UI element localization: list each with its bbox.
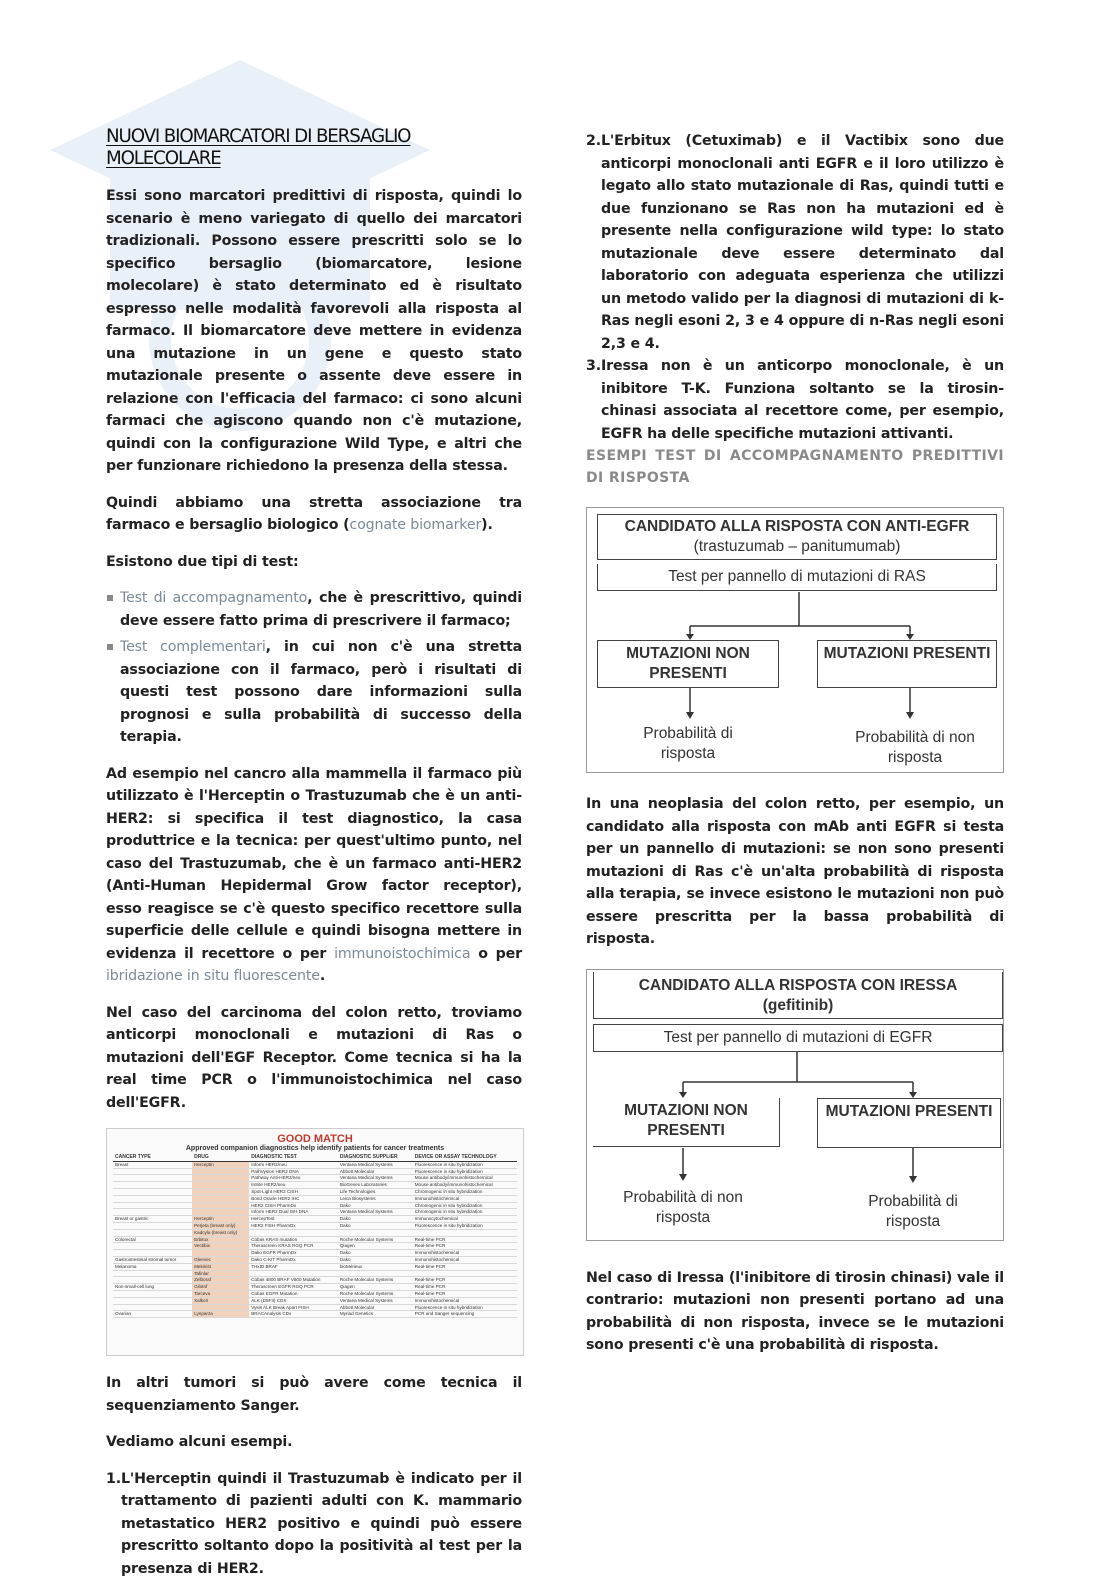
table-cell: Herceptin: [192, 1216, 249, 1223]
table-cell: Lynparza: [192, 1311, 249, 1318]
table-row: [113, 1311, 517, 1318]
table-cell: HercepTest: [249, 1216, 338, 1223]
table-cell: Breast: [113, 1161, 192, 1168]
flow-left-box: MUTAZIONI NON PRESENTI: [593, 1098, 780, 1147]
list-item: 2. L'Erbitux (Cetuximab) e il Vactibix sono due anticorpi monoclonali anti EGFR e il loro utilizzo è legato allo stato mutazionale di Ras, quindi tutti e due funzionano se Ras non ha mutazioni ed è presente nella configurazione wild type: lo stato mutazionale deve essere determinato dal laboratorio con adeguata esperienza che utilizzi un metodo valido per la diagnosi di mutazioni di k-Ras negli esoni 2, 3 e 4 oppure di n-Ras negli esoni 2,3 e 4.: [586, 130, 1004, 355]
table-cell: [249, 1270, 338, 1277]
table-cell: [192, 1209, 249, 1216]
table-row: [113, 1229, 517, 1236]
table-cell: Immunohistochemical: [413, 1250, 517, 1257]
flow-left-result: Probabilità di risposta: [623, 724, 753, 764]
table-cell: Chromogenic in situ hybridization: [413, 1188, 517, 1195]
test-types-list: [106, 587, 522, 749]
table-cell: Myriad Genetics: [338, 1311, 413, 1318]
table-cell: Mouse antibody/immunohistochemical: [413, 1175, 517, 1182]
table-cell: [113, 1168, 192, 1175]
table-row: [113, 1263, 517, 1270]
table-header: DIAGNOSTIC TEST: [249, 1155, 338, 1161]
cognate-biomarker-term: cognate biomarker: [349, 517, 481, 533]
table-cell: Chromogenic in situ hybridization: [413, 1202, 517, 1209]
table-cell: Ventana Medical Systems: [338, 1161, 413, 1168]
table-row: [113, 1202, 517, 1209]
table-cell: [192, 1182, 249, 1189]
table-cell: [192, 1304, 249, 1311]
table-cell: Real-time PCR: [413, 1290, 517, 1297]
immunohistochemistry-term: immunoistochimica: [334, 946, 470, 962]
flow-header-box: CANDIDATO ALLA RISPOSTA CON ANTI-EGFR (trastuzumab – panitumumab): [597, 514, 997, 560]
table-row: [113, 1216, 517, 1223]
list-item: Test di accompagnamento, che è prescrittivo, quindi deve essere fatto prima di prescrivere il farmaco;: [120, 587, 522, 632]
table-row: [113, 1243, 517, 1250]
table-cell: [113, 1277, 192, 1284]
table-row: [113, 1168, 517, 1175]
table-row: [113, 1256, 517, 1263]
table-cell: Fluorescence in situ hybridization: [413, 1161, 517, 1168]
table-cell: [338, 1229, 413, 1236]
table-cell: bioMérieux: [338, 1263, 413, 1270]
flow-right-result: Probabilità di non risposta: [835, 728, 995, 768]
table-cell: Abbott Molecular: [338, 1304, 413, 1311]
table-cell: [192, 1202, 249, 1209]
table-cell: Roche Molecular Systems: [338, 1290, 413, 1297]
flow-left-result: Probabilità di non risposta: [603, 1188, 763, 1228]
table-cell: Therascreen EGFR RGQ PCR: [249, 1284, 338, 1291]
table-cell: Immunohistochemical: [413, 1256, 517, 1263]
table-cell: [338, 1270, 413, 1277]
table-cell: Life Technologies: [338, 1188, 413, 1195]
table-cell: [113, 1222, 192, 1229]
table-cell: Real-time PCR: [413, 1243, 517, 1250]
table-cell: Ventana Medical Systems: [338, 1209, 413, 1216]
anti-egfr-flowchart: [586, 507, 1004, 773]
list-item: 1. L'Herceptin quindi il Trastuzumab è indicato per il trattamento di pazienti adulti con K. mammario metastatico HER2 positivo e quindi può essere prescritto soltanto dopo la positività al test per la presenza di HER2.: [106, 1468, 522, 1580]
table-cell: Abbott Molecular: [338, 1168, 413, 1175]
table-row: [113, 1182, 517, 1189]
table-cell: Immunohistochemical: [413, 1195, 517, 1202]
table-cell: Gilotrif: [192, 1284, 249, 1291]
table-cell: [113, 1195, 192, 1202]
table-row: [113, 1290, 517, 1297]
table-header: CANCER TYPE: [113, 1155, 192, 1161]
list-item: Test complementari, in cui non c'è una stretta associazione con il farmaco, però i risultati di questi test possono dare informazioni sulla prognosi e sulla probabilità di successo della terapia.: [120, 636, 522, 749]
table-cell: Tarceva: [192, 1290, 249, 1297]
table-cell: Zelboraf: [192, 1277, 249, 1284]
table-cell: Fluorescence in situ hybridization: [413, 1304, 517, 1311]
table-cell: Spot-Light HER2 CISH: [249, 1188, 338, 1195]
table-cell: HER2 CISH PharmDx: [249, 1202, 338, 1209]
table-row: [113, 1209, 517, 1216]
table-cell: BioGenex Laboratories: [338, 1182, 413, 1189]
table-row: [113, 1175, 517, 1182]
table-cell: Real-time PCR: [413, 1263, 517, 1270]
table-cell: Roche Molecular Systems: [338, 1236, 413, 1243]
table-cell: Vysis ALK Break Apart FISH: [249, 1304, 338, 1311]
table-cell: Herceptin: [192, 1161, 249, 1168]
good-match-subtitle: Approved companion diagnostics help identify patients for cancer treatments: [107, 1145, 523, 1152]
table-cell: Xalkori: [192, 1297, 249, 1304]
table-cell: Immunohistochemical: [413, 1297, 517, 1304]
table-cell: [113, 1182, 192, 1189]
table-cell: Breast or gastric: [113, 1216, 192, 1223]
table-cell: [113, 1290, 192, 1297]
table-cell: Therascreen KRAS RGQ PCR: [249, 1243, 338, 1250]
good-match-title: GOOD MATCH: [107, 1133, 523, 1145]
table-cell: Bond Oracle HER2 IHC: [249, 1195, 338, 1202]
table-cell: Dako EGFR PharmDx: [249, 1250, 338, 1257]
table-cell: Melanoma: [113, 1263, 192, 1270]
table-cell: Tafinlar: [192, 1270, 249, 1277]
table-cell: Qiagen: [338, 1243, 413, 1250]
table-cell: Real-time PCR: [413, 1284, 517, 1291]
table-cell: [192, 1168, 249, 1175]
table-cell: [249, 1229, 338, 1236]
colon-example-paragraph: In una neoplasia del colon retto, per esempio, un candidato alla risposta con mAb anti EGFR si testa per un pannello di mutazioni: se non sono presenti mutazioni di Ras c'è un'alta probabilità di risposta alla terapia, se invece esistono le mutazioni non può essere prescritta per la bassa probabilità di risposta.: [586, 793, 1004, 951]
examples-list-continued: [586, 130, 1004, 445]
table-cell: [113, 1209, 192, 1216]
cognate-paragraph: Quindi abbiamo una stretta associazione tra farmaco e bersaglio biologico (cognate biomarker).: [106, 492, 522, 537]
table-cell: Inform HER2/neu: [249, 1161, 338, 1168]
table-row: [113, 1250, 517, 1257]
flow-left-box: MUTAZIONI NON PRESENTI: [597, 640, 779, 688]
table-cell: [192, 1195, 249, 1202]
table-cell: [413, 1270, 517, 1277]
table-cell: [192, 1175, 249, 1182]
table-cell: [113, 1229, 192, 1236]
examples-intro: Vediamo alcuni esempi.: [106, 1431, 522, 1454]
table-header: DEVICE OR ASSAY TECHNOLOGY: [413, 1155, 517, 1161]
flow-right-box: MUTAZIONI PRESENTI: [817, 640, 997, 688]
table-cell: Ovarian: [113, 1311, 192, 1318]
table-cell: Ventana Medical Systems: [338, 1175, 413, 1182]
table-row: [113, 1297, 517, 1304]
table-cell: Chromogenic in situ hybridization: [413, 1209, 517, 1216]
flow-test-box: Test per pannello di mutazioni di RAS: [597, 564, 997, 591]
table-row: [113, 1188, 517, 1195]
table-cell: Dako C-KIT PharmDx: [249, 1256, 338, 1263]
table-cell: [113, 1243, 192, 1250]
table-cell: Kadcyla (breast only): [192, 1229, 249, 1236]
table-header: DIAGNOSTIC SUPPLIER: [338, 1155, 413, 1161]
table-cell: Dako: [338, 1250, 413, 1257]
table-cell: PCR and Sanger sequencing: [413, 1311, 517, 1318]
table-cell: Roche Molecular Systems: [338, 1277, 413, 1284]
table-cell: [113, 1270, 192, 1277]
table-row: [113, 1195, 517, 1202]
table-cell: Pathway Anti-HER2/neu: [249, 1175, 338, 1182]
table-cell: Cobas KRAS mutation: [249, 1236, 338, 1243]
table-cell: [192, 1250, 249, 1257]
table-cell: Real-time PCR: [413, 1277, 517, 1284]
table-cell: PathVysion HER2 DNA: [249, 1168, 338, 1175]
table-cell: Qiagen: [338, 1284, 413, 1291]
table-cell: [113, 1202, 192, 1209]
table-cell: Colorectal: [113, 1236, 192, 1243]
complementary-test-term: Test complementari: [120, 639, 266, 655]
good-match-table-image: [106, 1128, 524, 1356]
herceptin-paragraph: Ad esempio nel cancro alla mammella il farmaco più utilizzato è l'Herceptin o Trastuzumab che è un anti-HER2: si specifica il test diagnostico, la casa produttrice e la tecnica: per quest'ultimo punto, nel caso del Trastuzumab, che è un farmaco anti-HER2 (Anti-Human Hepidermal Grow factor receptor), esso reagisce se c'è questo specifico recettore sulla superficie delle cellule e quindi bisogna mettere in evidenza il recettore o per immunoistochimica o per ibridazione in situ fluorescente.: [106, 763, 522, 988]
table-cell: Erbitux: [192, 1236, 249, 1243]
fish-term: ibridazione in situ fluorescente: [106, 968, 320, 984]
iressa-flowchart: [586, 969, 1004, 1241]
test-types-paragraph: Esistono due tipi di test:: [106, 551, 522, 574]
table-cell: [113, 1304, 192, 1311]
table-cell: ALK (D5F3) CDX: [249, 1297, 338, 1304]
table-row: [113, 1284, 517, 1291]
table-cell: Dako: [338, 1222, 413, 1229]
colorectal-paragraph: Nel caso del carcinoma del colon retto, troviamo anticorpi monoclonali e mutazioni di Ras o mutazioni dell'EGF Receptor. Come tecnica si ha la real time PCR o l'immunoistochimica nel caso dell'EGFR.: [106, 1002, 522, 1115]
page-title: NUOVI BIOMARCATORI DI BERSAGLIO MOLECOLARE: [106, 125, 505, 169]
table-row: [113, 1270, 517, 1277]
flow-header-box: CANDIDATO ALLA RISPOSTA CON IRESSA (gefitinib): [593, 972, 1003, 1019]
table-row: [113, 1222, 517, 1229]
table-cell: InSite HER2/neu: [249, 1182, 338, 1189]
table-cell: Fluorescence in situ hybridization: [413, 1168, 517, 1175]
examples-heading: ESEMPI TEST DI ACCOMPAGNAMENTO PREDITTIVI DI RISPOSTA: [586, 445, 1004, 489]
table-row: [113, 1236, 517, 1243]
table-cell: HER2 FISH PharmDx: [249, 1222, 338, 1229]
flow-test-box: Test per pannello di mutazioni di EGFR: [593, 1024, 1003, 1052]
table-cell: BRACAnalysis CDx: [249, 1311, 338, 1318]
table-cell: [113, 1250, 192, 1257]
table-row: [113, 1161, 517, 1168]
table-cell: Mouse antibody/immunohistochemical: [413, 1182, 517, 1189]
right-column: [586, 130, 1004, 1371]
table-cell: [113, 1188, 192, 1195]
table-row: [113, 1277, 517, 1284]
table-cell: [113, 1175, 192, 1182]
list-item: 3. Iressa non è un anticorpo monoclonale, è un inibitore T-K. Funziona soltanto se la tirosin-chinasi associata al recettore come, per esempio, EGFR ha delle specifiche mutazioni attivanti.: [586, 355, 1004, 445]
table-cell: Dako: [338, 1202, 413, 1209]
table-cell: THxID BRAF: [249, 1263, 338, 1270]
companion-diagnostics-table: [113, 1155, 517, 1318]
table-cell: Immunocytochemical: [413, 1216, 517, 1223]
table-row: [113, 1304, 517, 1311]
table-cell: Gastrointestinal stromal tumor: [113, 1256, 192, 1263]
table-cell: Gleevec: [192, 1256, 249, 1263]
iressa-example-paragraph: Nel caso di Iressa (l'inibitore di tirosin chinasi) vale il contrario: mutazioni non presenti portano ad una probabilità di non risposta, invece se le mutazioni sono presenti c'è una probabilità di risposta.: [586, 1267, 1004, 1357]
table-header: DRUG: [192, 1155, 249, 1161]
table-cell: Mekinist: [192, 1263, 249, 1270]
table-cell: Dako: [338, 1216, 413, 1223]
left-column: [106, 125, 522, 1580]
sanger-paragraph: In altri tumori si può avere come tecnica il sequenziamento Sanger.: [106, 1372, 522, 1417]
table-cell: Fluorescence in situ hybridization: [413, 1222, 517, 1229]
table-cell: [413, 1229, 517, 1236]
table-cell: Ventana Medical Systems: [338, 1297, 413, 1304]
table-cell: Leica Biosystems: [338, 1195, 413, 1202]
intro-paragraph: Essi sono marcatori predittivi di risposta, quindi lo scenario è meno variegato di quello dei marcatori tradizionali. Possono essere prescritti solo se lo specifico bersaglio (biomarcatore, lesione molecolare) è stato determinato ed è risultato espresso nelle modalità favorevoli alla risposta al farmaco. Il biomarcatore deve mettere in evidenza una mutazione in un gene e questo stato mutazionale presente o assente deve essere in relazione con l'efficacia del farmaco: ci sono alcuni farmaci che agiscono quando non c'è mutazione, quindi con la configurazione Wild Type, e altri che per funzionare richiedono la presenza della stessa.: [106, 185, 522, 478]
flow-right-box: MUTAZIONI PRESENTI: [817, 1098, 1001, 1148]
table-cell: Real-time PCR: [413, 1236, 517, 1243]
table-cell: [192, 1188, 249, 1195]
table-cell: Cobas 4800 BRAF V600 Mutation: [249, 1277, 338, 1284]
table-cell: Non-small-cell lung: [113, 1284, 192, 1291]
accompanying-test-term: Test di accompagnamento: [120, 590, 307, 606]
table-cell: Cobas EGFR Mutation: [249, 1290, 338, 1297]
table-cell: Dako: [338, 1256, 413, 1263]
table-cell: Inform HER2 Dual ISH DNA: [249, 1209, 338, 1216]
table-cell: Vectibix: [192, 1243, 249, 1250]
examples-list: [106, 1468, 522, 1580]
table-cell: Perjeta (breast only): [192, 1222, 249, 1229]
table-cell: [113, 1297, 192, 1304]
flow-right-result: Probabilità di risposta: [843, 1192, 983, 1232]
